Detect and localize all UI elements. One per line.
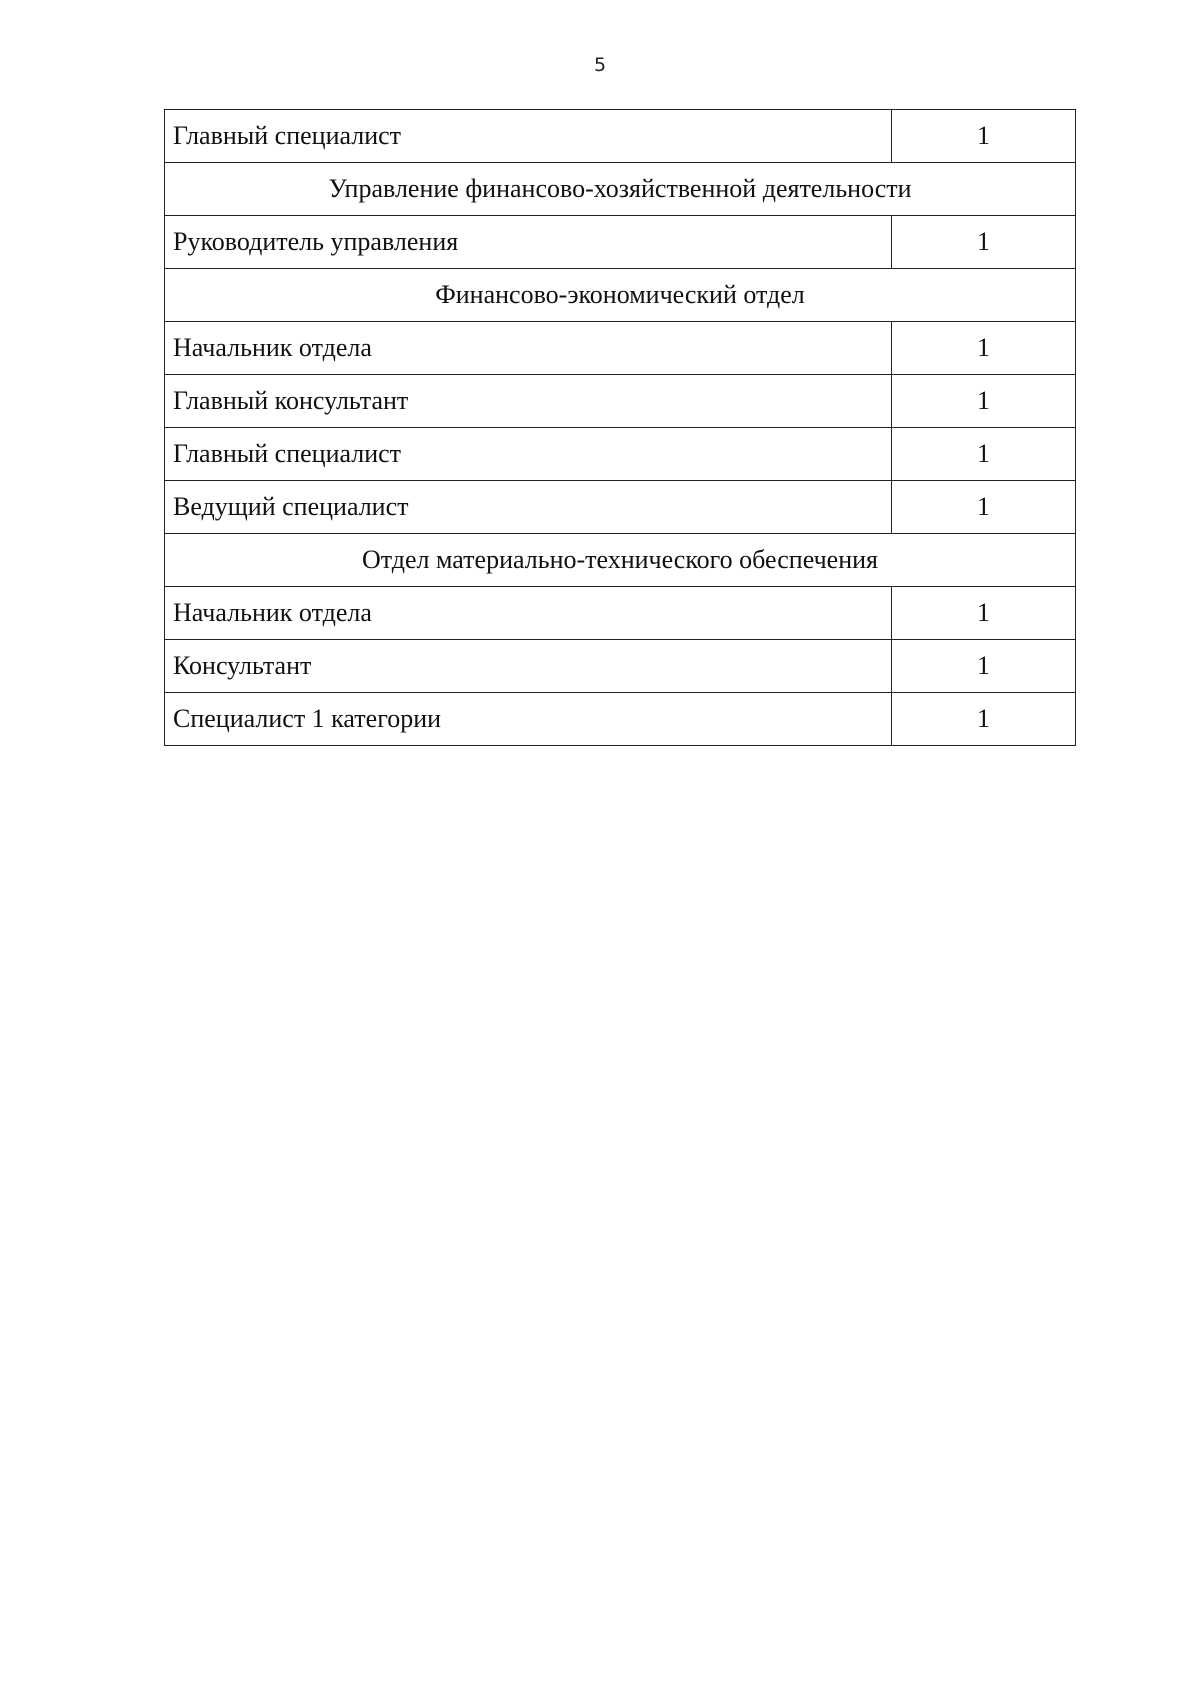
position-title: Специалист 1 категории [165,693,892,746]
section-row [165,269,1076,322]
position-count: 1 [892,481,1076,534]
position-title: Начальник отдела [165,322,892,375]
position-title: Консультант [165,640,892,693]
table-row [165,693,1076,746]
position-count: 1 [892,428,1076,481]
table-row [165,216,1076,269]
position-title: Начальник отдела [165,587,892,640]
position-title: Ведущий специалист [165,481,892,534]
table-row [165,110,1076,163]
section-row [165,163,1076,216]
table-row [165,481,1076,534]
section-row [165,534,1076,587]
table-row [165,322,1076,375]
page-number: 5 [593,54,607,76]
table-row [165,640,1076,693]
table-row [165,587,1076,640]
position-count: 1 [892,693,1076,746]
position-title: Главный специалист [165,110,892,163]
table-row [165,375,1076,428]
position-count: 1 [892,216,1076,269]
staff-table [164,109,1076,746]
table-row [165,428,1076,481]
position-title: Главный консультант [165,375,892,428]
position-title: Главный специалист [165,428,892,481]
section-title: Отдел материально-технического обеспечения [165,534,1076,587]
position-title: Руководитель управления [165,216,892,269]
position-count: 1 [892,322,1076,375]
staff-table-body [165,110,1076,746]
position-count: 1 [892,640,1076,693]
position-count: 1 [892,110,1076,163]
section-title: Управление финансово-хозяйственной деятельности [165,163,1076,216]
position-count: 1 [892,587,1076,640]
section-title: Финансово-экономический отдел [165,269,1076,322]
position-count: 1 [892,375,1076,428]
